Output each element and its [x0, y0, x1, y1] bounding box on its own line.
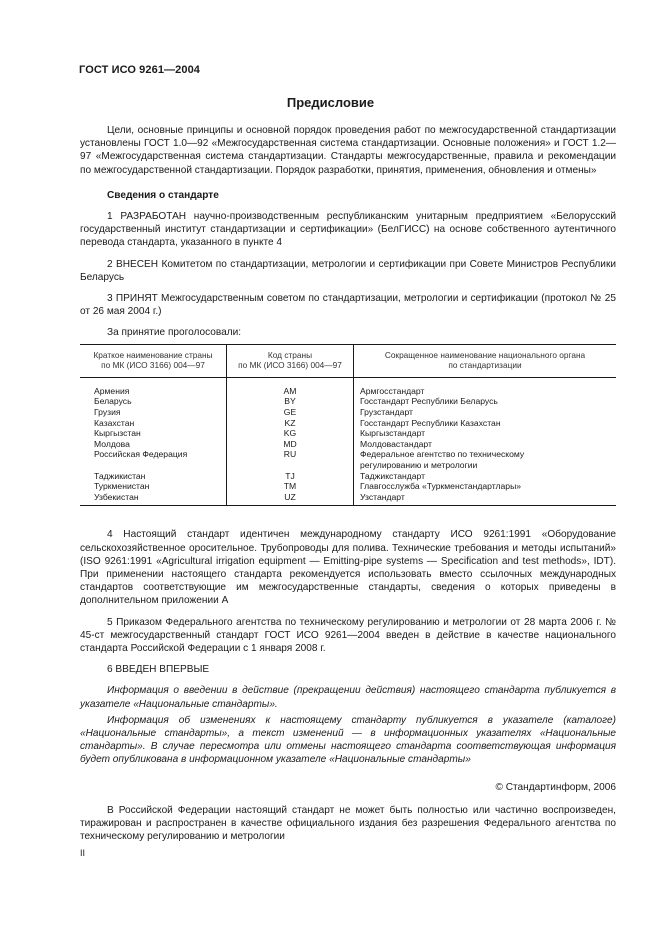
body-cell: регулированию и метрологии: [354, 460, 617, 471]
code-cell: MD: [227, 439, 354, 450]
table-row: [80, 481, 616, 492]
voting-table: [80, 344, 616, 507]
running-header: ГОСТ ИСО 9261—2004: [79, 64, 201, 76]
country-cell: Узбекистан: [80, 492, 227, 506]
code-cell: RU: [227, 449, 354, 460]
body-cell: Госстандарт Республики Беларусь: [354, 396, 617, 407]
country-cell: Грузия: [94, 407, 121, 418]
page-title: Предисловие: [286, 95, 375, 110]
table-row: [80, 492, 616, 506]
table-row: [80, 471, 616, 482]
table-row: [80, 449, 616, 460]
country-cell: Таджикистан: [94, 470, 146, 481]
copyright-line: © Стандартинформ, 2006: [495, 781, 616, 793]
item-4-paragraph: 4 Настоящий стандарт идентичен международному стандарту ИСО 9261:1991 «Оборудование сельскохозяйственное оросительное. Трубопроводы для полива. Технические требования и методы испытаний» (ISO 9261:1991 «Agricultural irrigation equipment — Emitting-pipe systems — Specification and test methods», IDT). При применении настоящего стандарта рекомендуется использовать вместо ссылочных международных стандартов соответствующие им межгосударственные стандарты, сведения о которых приведены в дополнительном приложении А: [80, 529, 616, 607]
body-cell: Узстандарт: [354, 492, 617, 506]
table-row: [80, 460, 616, 471]
body-cell: Федеральное агентство по техническому: [354, 449, 617, 460]
code-cell: GE: [227, 407, 354, 418]
code-cell: [227, 460, 354, 471]
table-row: [80, 428, 616, 439]
item-6-paragraph: 6 ВВЕДЕН ВПЕРВЫЕ: [107, 664, 210, 676]
code-cell: TM: [227, 481, 354, 492]
code-cell: KG: [227, 428, 354, 439]
table-header-row: [80, 344, 616, 377]
table-row: [80, 418, 616, 429]
item-5-paragraph: 5 Приказом Федерального агентства по техническому регулированию и метрологии от 28 марта 2006 г. № 45-ст межгосударственный стандарт ГОСТ ИСО 9261—2004 введен в действие в качестве национального стандарта Российской Федерации с 1 января 2008 г.: [80, 616, 616, 654]
country-cell: Молдова: [94, 438, 130, 449]
foreword-body: [80, 124, 616, 851]
body-cell: Молдовастандарт: [354, 439, 617, 450]
country-cell: Армения: [94, 385, 130, 396]
country-cell: Кыргызстан: [94, 428, 141, 439]
closing-paragraph: В Российской Федерации настоящий стандарт не может быть полностью или частично воспроизведен, тиражирован и распространен в качестве официального издания без разрешения Федерального агентства по техническому регулированию и метрологии: [80, 804, 616, 843]
header-national-body: Сокращенное наименование национального органа по стандартизации: [354, 344, 617, 377]
country-cell: [80, 460, 227, 471]
country-cell: Казахстан: [94, 417, 135, 428]
code-cell: AM: [227, 377, 354, 396]
body-cell: Главгосслужба «Туркменстандартлары»: [354, 481, 617, 492]
header-country-name: Краткое наименование страны по МК (ИСО 3166) 004—97: [80, 344, 227, 377]
item-1-paragraph: 1 РАЗРАБОТАН научно-производственным республиканским унитарным предприятием «Белорусский государственный институт стандартизации и сертификации» (БелГИСС) на основе собственного аутентичного перевода стандарта, указанного в пункте 4: [80, 211, 616, 249]
code-cell: KZ: [227, 418, 354, 429]
item-3-paragraph: 3 ПРИНЯТ Межгосударственным советом по стандартизации, метрологии и сертификации (протокол № 25 от 26 мая 2004 г.): [80, 293, 616, 318]
country-cell: Туркменистан: [94, 481, 150, 492]
vote-label: За принятие проголосовали:: [107, 327, 242, 339]
body-cell: Кыргызстандарт: [354, 428, 617, 439]
amendments-note: Информация об изменениях к настоящему стандарту публикуется в указателе (каталоге) «Национальные стандарты», а текст изменений — в информационных указателях «Национальные стандарты». В случае пересмотра или отмены настоящего стандарта соответствующая информация будет опубликована в информационном указателе «Национальные стандарты»: [80, 714, 616, 766]
body-cell: Таджикстандарт: [354, 471, 617, 482]
body-cell: Грузстандарт: [354, 407, 617, 418]
country-cell: Российская Федерация: [94, 449, 188, 460]
item-2-paragraph: 2 ВНЕСЕН Комитетом по стандартизации, метрологии и сертификации при Совете Министров Республики Беларусь: [80, 258, 616, 283]
header-country-code: Код страны по МК (ИСО 3166) 004—97: [227, 344, 354, 377]
intro-paragraph: Цели, основные принципы и основной порядок проведения работ по межгосударственной стандартизации установлены ГОСТ 1.0—92 «Межгосударственная система стандартизации. Основные положения» и ГОСТ 1.2—97 «Межгосударственная система стандартизации. Стандарты межгосударственные, правила и рекомендации по межгосударственной стандартизации. Порядок разработки, принятия, применения, обновления и отмены»: [80, 125, 616, 176]
body-cell: Армгосстандарт: [354, 377, 617, 396]
table-row: [80, 407, 616, 418]
code-cell: BY: [227, 396, 354, 407]
table-row: [80, 439, 616, 450]
table-row: [80, 377, 616, 396]
country-cell: Беларусь: [94, 396, 132, 407]
code-cell: UZ: [227, 492, 354, 506]
page-number: II: [80, 848, 86, 858]
body-cell: Госстандарт Республики Казахстан: [354, 418, 617, 429]
table-row: [80, 396, 616, 407]
info-heading: Сведения о стандарте: [107, 189, 219, 201]
code-cell: TJ: [227, 471, 354, 482]
publication-note: Информация о введении в действие (прекращении действия) настоящего стандарта публикуется в указателе «Национальные стандарты».: [80, 685, 616, 710]
